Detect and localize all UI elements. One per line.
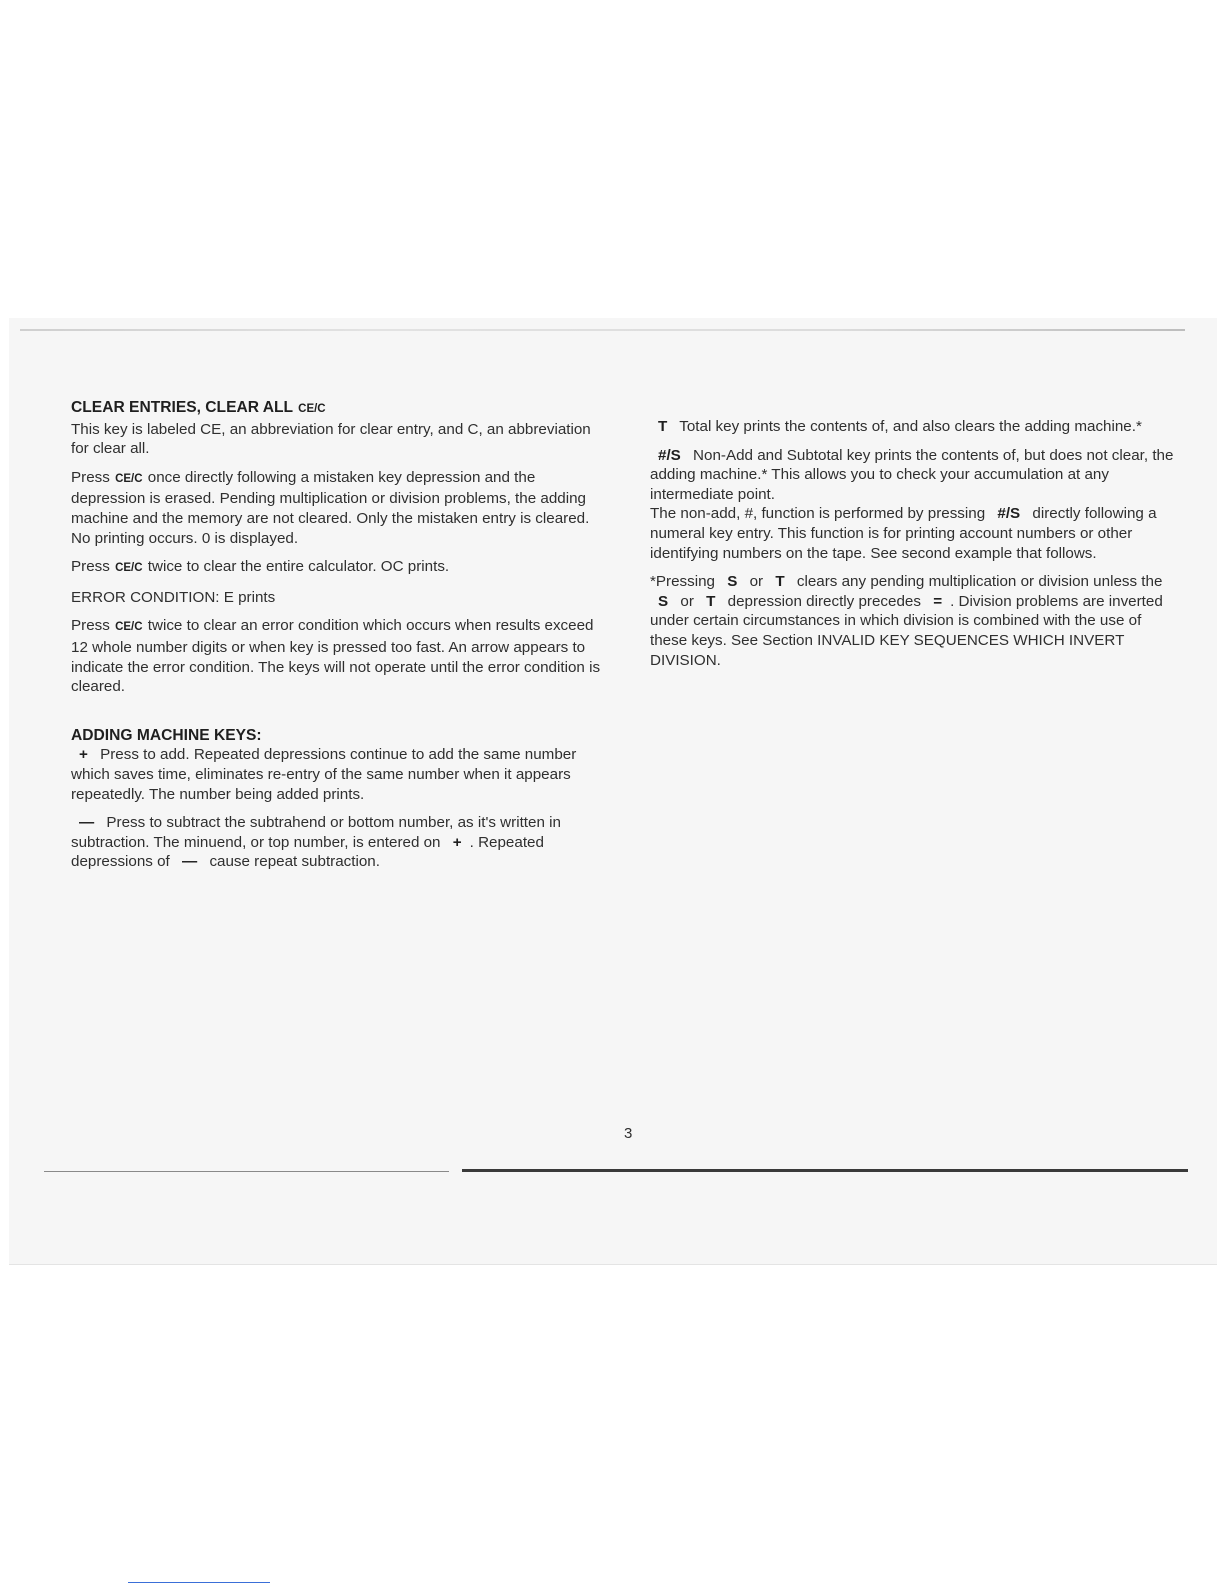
paragraph-clear-error [71,616,611,696]
ce-c-key: CE/C [115,621,143,634]
non-add-text: The non-add, #, function is performed by pressing [650,505,986,523]
total-key-text: Total key prints the contents of, and also clears the adding machine.* [679,418,1142,435]
bottom-rule-right [462,1169,1188,1172]
non-add-text-end: directly following a numeral key entry. This function is for printing account numbers or other identifying numbers on the tape. See second example that follows. [650,505,1157,562]
or-word: or [680,592,694,610]
paragraph-plus-key [71,745,611,804]
left-column [71,398,611,872]
non-add-subtotal-key: #/S [997,505,1021,523]
press-label: Press [71,617,110,635]
ce-c-key: CE/C [115,472,143,485]
equals-key: = [933,592,943,610]
error-condition-line: ERROR CONDITION: E prints [71,588,276,606]
adding-heading: ADDING MACHINE KEYS: [71,726,262,744]
minus-key: — [79,814,95,832]
clear-heading [71,398,611,420]
non-add-subtotal-key: #/S [658,446,681,464]
plus-key: + [452,833,462,851]
clear-heading-text: CLEAR ENTRIES, CLEAR ALL [71,399,293,416]
paragraph-press-once [71,468,611,548]
page-number: 3 [624,1125,633,1142]
paragraph-ce-intro: This key is labeled CE, an abbreviation for clear entry, and C, an abbreviation for clear all. [71,420,591,458]
s-key: S [658,592,669,610]
ce-c-key: CE/C [115,562,143,575]
press-label: Press [71,468,110,486]
t-key: T [658,418,668,435]
paragraph-total-key [650,417,1175,437]
press-twice-text: twice to clear the entire calculator. OC prints. [147,558,450,576]
press-label: Press [71,558,110,576]
press-once-text: once directly following a mistaken key depression and the depression is erased. Pending multiplication or division problems, the adding machine and the memory are not cleared. Only the mistaken entry is cleared. No printing occurs. 0 is displayed. [71,468,590,547]
t-key: T [775,573,785,591]
t-key: T [706,592,716,610]
ce-c-key: CE/C [298,403,326,415]
plus-key-text: Press to add. Repeated depressions continue to add the same number which saves time, eliminates re-entry of the same number when it appears repeatedly. The number being added prints. [71,746,577,803]
subtotal-key-text: Non-Add and Subtotal key prints the contents of, but does not clear, the adding machine.* This allows you to check your accumulation at any intermediate point. [650,446,1174,503]
paragraph-footnote [650,572,1175,670]
s-key: S [727,573,738,591]
clear-error-text: twice to clear an error condition which occurs when results exceed 12 whole number digits or when key is pressed too fast. An arrow appears to indicate the error condition. The keys will not operate until the error condition is cleared. [71,617,601,696]
minus-key: — [182,853,198,871]
minus-repeat-text: . Repeated depressions of [71,833,544,871]
right-column [650,417,1175,670]
plus-key: + [79,746,88,764]
minus-key-text: Press to subtract the subtrahend or bottom number, as it's written in subtraction. The minuend, or top number, is entered on [71,814,561,851]
top-rule [20,329,1185,331]
bottom-rule-left [44,1171,449,1172]
paragraph-non-add [650,504,1175,563]
footnote-division: . Division problems are inverted under certain circumstances in which division is combined with the use of these keys. See Section INVALID KEY SEQUENCES WHICH INVERT DIVISION. [650,592,1163,669]
paragraph-minus-key [71,813,611,872]
footnote-pressing: *Pressing [650,573,715,591]
footnote-precedes: depression directly precedes [727,592,921,610]
footnote-clears: clears any pending multiplication or division unless the [796,573,1163,591]
minus-repeat-end: cause repeat subtraction. [209,853,380,871]
paragraph-press-twice [71,557,611,579]
sheet-bottom-edge [9,1264,1217,1265]
or-word: or [749,573,764,591]
scan-edge-line [128,1582,270,1583]
paragraph-subtotal-key [650,446,1175,505]
